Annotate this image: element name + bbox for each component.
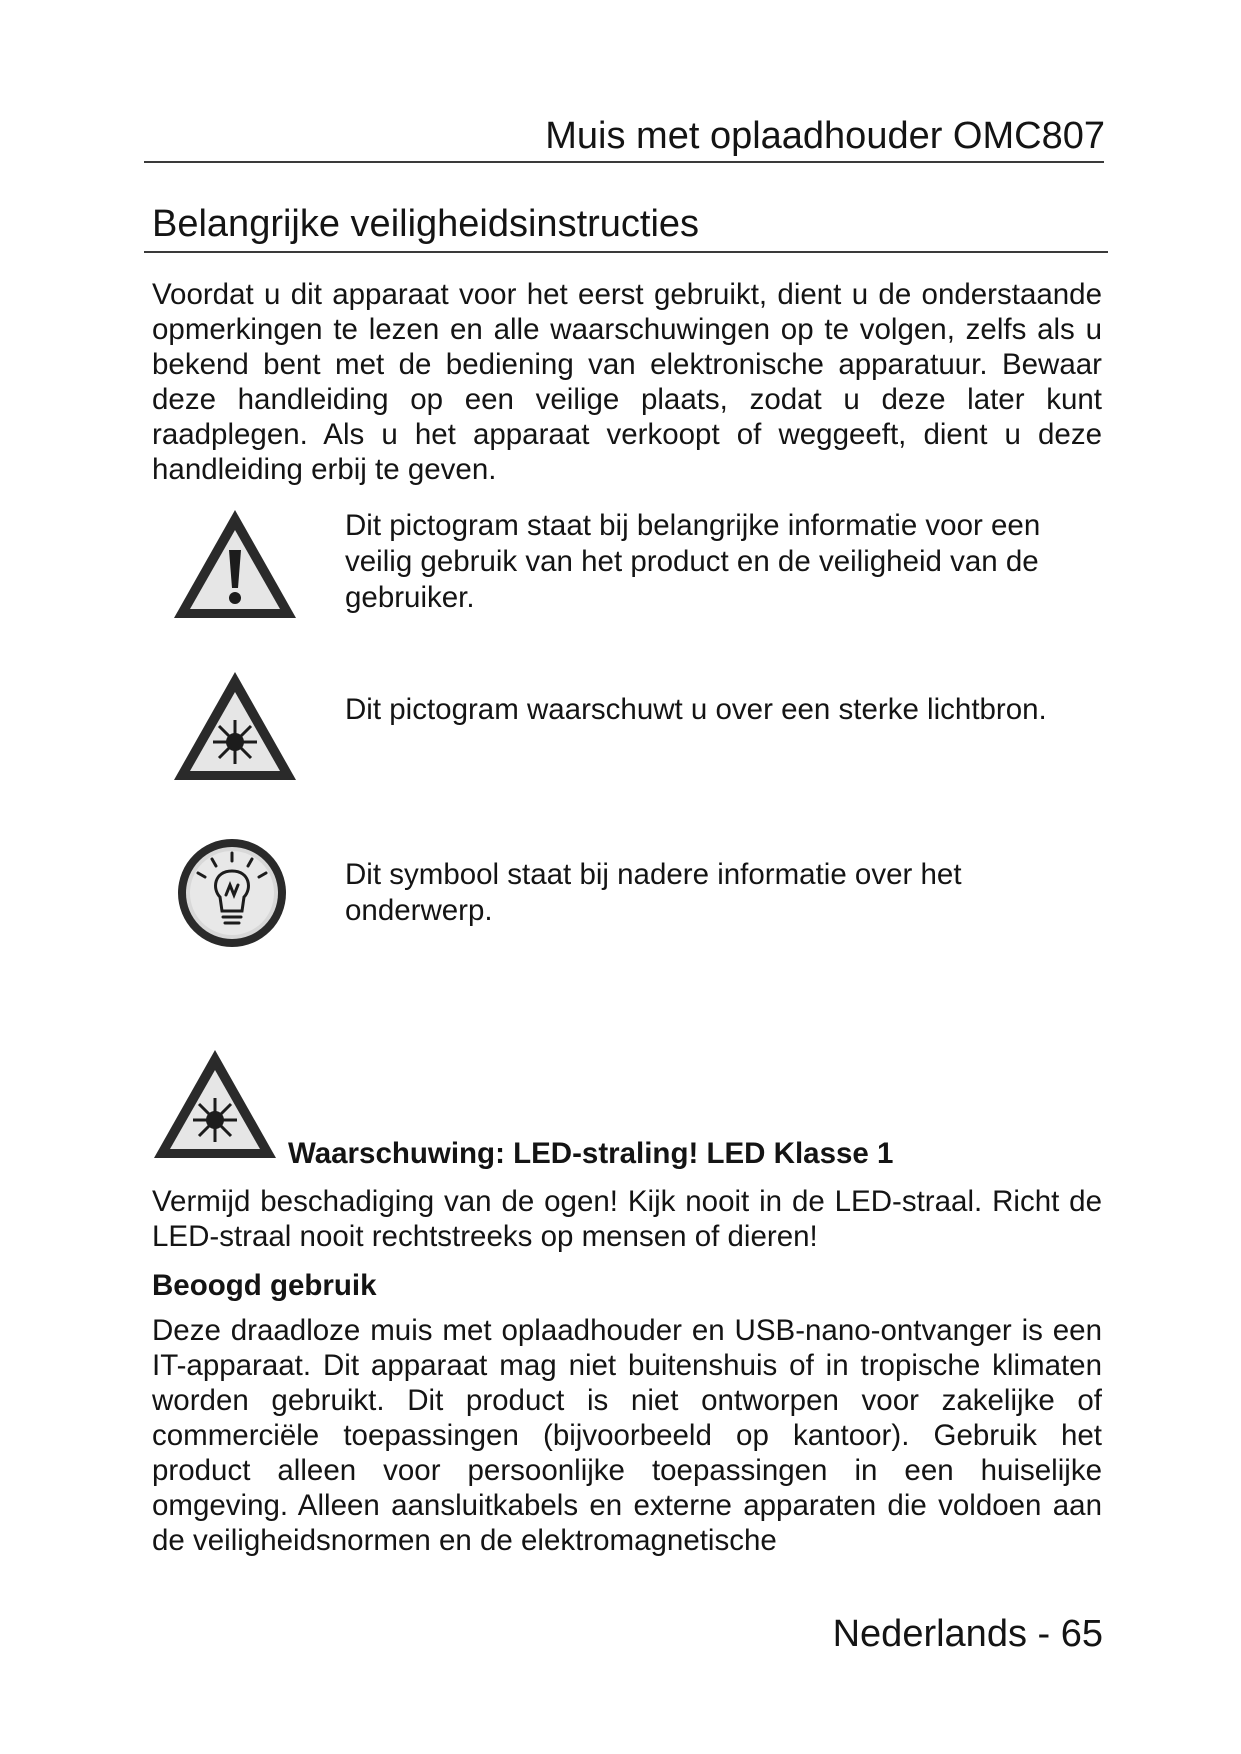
led-warning-text: Vermijd beschadiging van de ogen! Kijk nooit in de LED-straal. Richt de LED-straal nooit rechtstreeks op mensen of dieren! [152,1185,1102,1253]
document-header-title: Muis met oplaadhouder OMC807 [545,115,1105,157]
led-warning-light-icon [150,1046,280,1162]
section-title: Belangrijke veiligheidsinstructies [152,203,700,245]
led-warning-heading: Waarschuwing: LED-straling! LED Klasse 1 [288,1137,894,1170]
icon-description-important: Dit pictogram staat bij belangrijke informatie voor een veilig gebruik van het product en de veiligheid van de gebruiker. [345,509,1041,614]
page-footer: Nederlands - 65 [832,1613,1103,1655]
intro-paragraph: Voordat u dit apparaat voor het eerst gebruikt, dient u de onderstaande opmerkingen te lezen en alle waarschuwingen op te volgen, zelfs als u bekend bent met de bediening van elektronische apparatuur. Bewaar deze handleiding op een veilige plaats, zodat u deze later kunt raadplegen. Als u het apparaat verkoopt of weggeeft, dient u deze handleiding erbij te geven. [152,278,1102,486]
section-rule [144,251,1108,253]
warning-exclamation-icon [170,506,300,622]
icon-description-info: Dit symbool staat bij nadere informatie over het onderwerp. [345,858,962,927]
intended-use-heading: Beoogd gebruik [152,1269,377,1302]
light-source-warning-icon [170,668,300,784]
header-rule [144,161,1104,163]
icon-description-light: Dit pictogram waarschuwt u over een sterke lichtbron. [345,693,1047,726]
lightbulb-info-icon [174,835,290,951]
intended-use-text: Deze draadloze muis met oplaadhouder en USB-nano-ontvanger is een IT-apparaat. Dit apparaat mag niet buitenshuis of in tropische klimaten worden gebruikt. Dit product is niet ontworpen voor zakelijke of commerciële toepassingen (bijvoorbeeld op kantoor). Gebruik het product alleen voor persoonlijke toepassingen in een huiselijke omgeving. Alleen aansluitkabels en externe apparaten die voldoen aan de veiligheidsnormen en de elektromagnetische [152,1314,1102,1557]
